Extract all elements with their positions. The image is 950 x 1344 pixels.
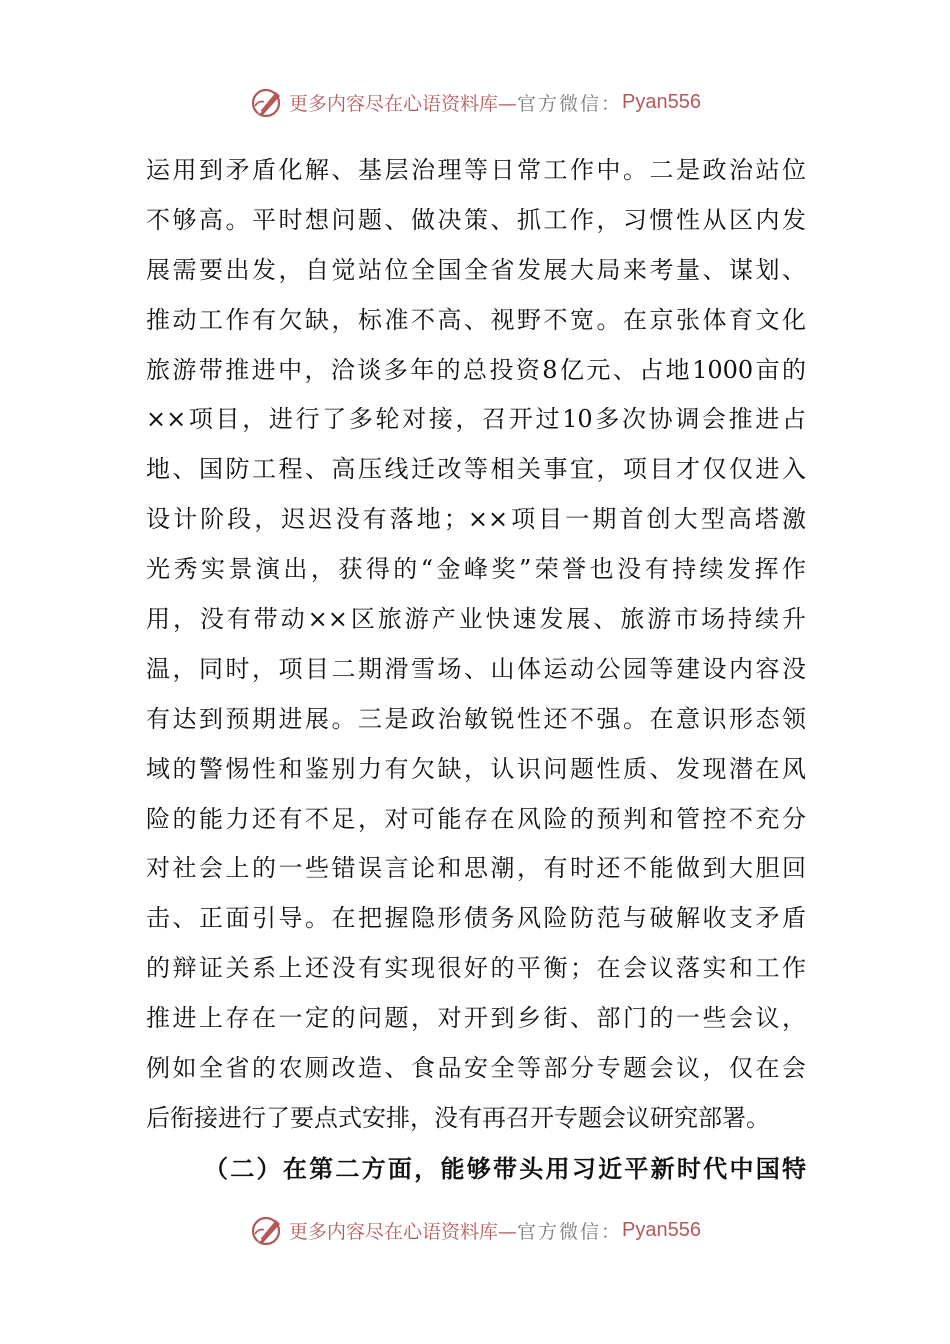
body-line: 光秀实景演出，获得的“金峰奖”荣誉也没有持续发挥作 <box>146 555 806 584</box>
body-line: 的辩证关系上还没有实现很好的平衡；在会议落实和工作 <box>146 954 806 983</box>
header-watermark <box>0 82 950 122</box>
body-line: 险的能力还有不足，对可能存在风险的预判和管控不充分 <box>146 804 806 833</box>
watermark-wechat-label: 官方微信： <box>517 1220 623 1243</box>
body-line: 例如全省的农厕改造、食品安全等部分专题会议，仅在会 <box>146 1054 806 1083</box>
body-line: 域的警惕性和鉴别力有欠缺，认识问题性质、发现潜在风 <box>146 754 806 783</box>
watermark-wechat-label: 官方微信： <box>517 92 623 115</box>
body-line: 温，同时，项目二期滑雪场、山体运动公园等建设内容没 <box>146 654 806 683</box>
watermark-wechat-id: Pyan556 <box>622 90 701 113</box>
body-line: 推动工作有欠缺，标准不高、视野不宽。在京张体育文化 <box>146 305 806 334</box>
pen-logo-icon <box>249 84 285 120</box>
body-line: 对社会上的一些错误言论和思潮，有时还不能做到大胆回 <box>146 854 806 883</box>
watermark-wechat-id: Pyan556 <box>622 1218 701 1241</box>
watermark-site-text: 更多内容尽在心语资料库— <box>289 1220 518 1243</box>
section-heading: （二）在第二方面，能够带头用习近平新时代中国特 <box>204 1153 806 1183</box>
body-line: 地、国防工程、高压线迁改等相关事宜，项目才仅仅进入 <box>146 455 806 484</box>
body-line: 推进上存在一定的问题，对开到乡街、部门的一些会议， <box>146 1004 806 1033</box>
body-line: 用，没有带动××区旅游产业快速发展、旅游市场持续升 <box>146 605 806 634</box>
body-line: 不够高。平时想问题、做决策、抓工作，习惯性从区内发 <box>146 205 806 234</box>
body-line: 设计阶段，迟迟没有落地；××项目一期首创大型高塔激 <box>146 505 806 534</box>
body-line: ××项目，进行了多轮对接，召开过10多次协调会推进占 <box>146 405 806 434</box>
watermark-site-text: 更多内容尽在心语资料库— <box>289 92 518 115</box>
body-line: 运用到矛盾化解、基层治理等日常工作中。二是政治站位 <box>146 156 806 184</box>
body-line: 有达到预期进展。三是政治敏锐性还不强。在意识形态领 <box>146 704 806 733</box>
pen-logo-icon <box>249 1212 285 1248</box>
body-line: 展需要出发，自觉站位全国全省发展大局来考量、谋划、 <box>146 255 806 284</box>
footer-watermark <box>0 1210 950 1250</box>
body-line: 击、正面引导。在把握隐形债务风险防范与破解收支矛盾 <box>146 904 806 933</box>
body-line: 后衔接进行了要点式安排，没有再召开专题会议研究部署。 <box>146 1103 770 1132</box>
document-body <box>146 146 806 1194</box>
body-line: 旅游带推进中，洽谈多年的总投资8亿元、占地1000亩的 <box>146 355 806 384</box>
